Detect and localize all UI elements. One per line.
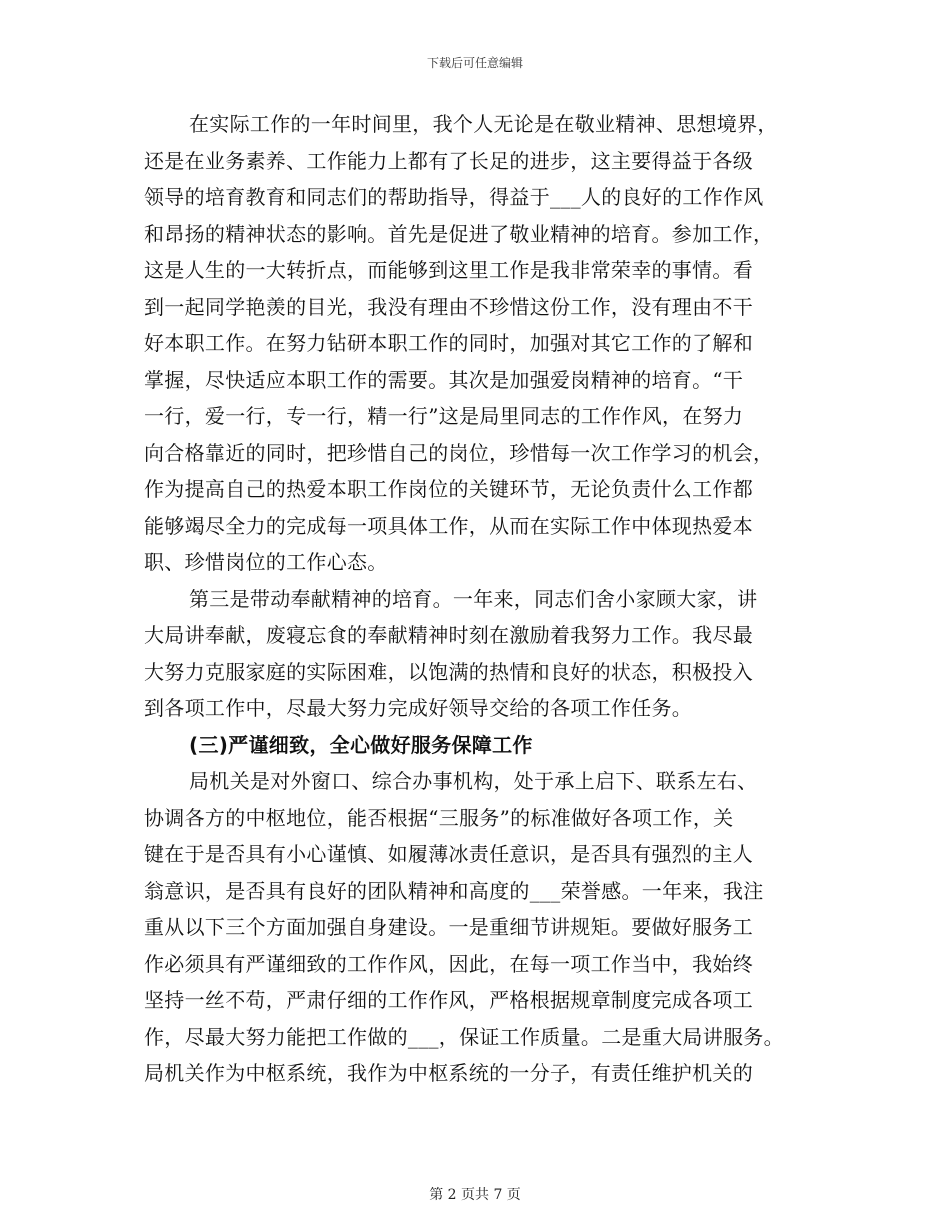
text-line: 领导的培育教育和同志们的帮助指导，得益于___人的良好的工作作风 <box>144 185 764 209</box>
text-line: 协调各方的中枢地位，能否根据“三服务”的标准做好各项工作，关 <box>144 805 734 830</box>
section-heading: (三)严谨细致，全心做好服务保障工作 <box>189 732 533 757</box>
text-line: 键在于是否具有小心谨慎、如履薄冰责任意识，是否具有强烈的主人 <box>144 842 753 866</box>
text-line: 和昂扬的精神状态的影响。首先是促进了敬业精神的培育。参加工作， <box>144 221 774 246</box>
text-line: 这是人生的一大转折点，而能够到这里工作是我非常荣幸的事情。看 <box>144 258 753 282</box>
text-line: 大局讲奉献，废寝忘食的奉献精神时刻在激励着我努力工作。我尽最 <box>144 623 753 647</box>
text-line: 作为提高自己的热爱本职工作岗位的关键环节，无论负责什么工作都 <box>144 477 753 501</box>
text-line: 到一起同学艳羡的目光，我没有理由不珍惜这份工作，没有理由不干 <box>144 294 753 319</box>
text-line: 在实际工作的一年时间里，我个人无论是在敬业精神、思想境界， <box>189 112 778 136</box>
text-line: 第三是带动奉献精神的培育。一年来，同志们舍小家顾大家，讲 <box>189 586 758 611</box>
text-line: 坚持一丝不苟，严肃仔细的工作作风，严格根据规章制度完成各项工 <box>144 988 753 1012</box>
text-line: 作必须具有严谨细致的工作作风，因此，在每一项工作当中，我始终 <box>144 951 753 976</box>
text-line: 大努力克服家庭的实际困难，以饱满的热情和良好的状态，积极投入 <box>144 659 753 684</box>
text-line: 向合格靠近的同时，把珍惜自己的岗位，珍惜每一次工作学习的机会， <box>144 440 774 465</box>
text-line: 好本职工作。在努力钻研本职工作的同时，加强对其它工作的了解和 <box>144 331 753 355</box>
text-line: 一行，爱一行，专一行，精一行”这是局里同志的工作作风，在努力 <box>144 404 744 428</box>
text-line: 翁意识，是否具有良好的团队精神和高度的___荣誉感。一年来，我注 <box>144 878 764 903</box>
page-footer: 第 2 页共 7 页 <box>429 1187 521 1203</box>
text-line: 重从以下三个方面加强自身建设。一是重细节讲规矩。要做好服务工 <box>144 915 753 939</box>
text-line: 还是在业务素养、工作能力上都有了长足的进步，这主要得益于各级 <box>144 148 753 173</box>
text-line: 掌握，尽快适应本职工作的需要。其次是加强爱岗精神的培育。“干 <box>144 367 744 392</box>
text-line: 作，尽最大努力能把工作做的___，保证工作质量。二是重大局讲服务。 <box>144 1024 784 1049</box>
text-line: 局机关作为中枢系统，我作为中枢系统的一分子，有责任维护机关的 <box>144 1061 753 1085</box>
text-line: 局机关是对外窗口、综合办事机构，处于承上启下、联系左右、 <box>189 769 758 793</box>
document-body <box>144 106 804 1092</box>
page-header: 下载后可任意编辑 <box>426 56 523 70</box>
text-line: 能够竭尽全力的完成每一项具体工作，从而在实际工作中体现热爱本 <box>144 513 753 538</box>
text-line: 到各项工作中，尽最大努力完成好领导交给的各项工作任务。 <box>144 696 693 720</box>
text-line: 职、珍惜岗位的工作心态。 <box>144 550 388 574</box>
